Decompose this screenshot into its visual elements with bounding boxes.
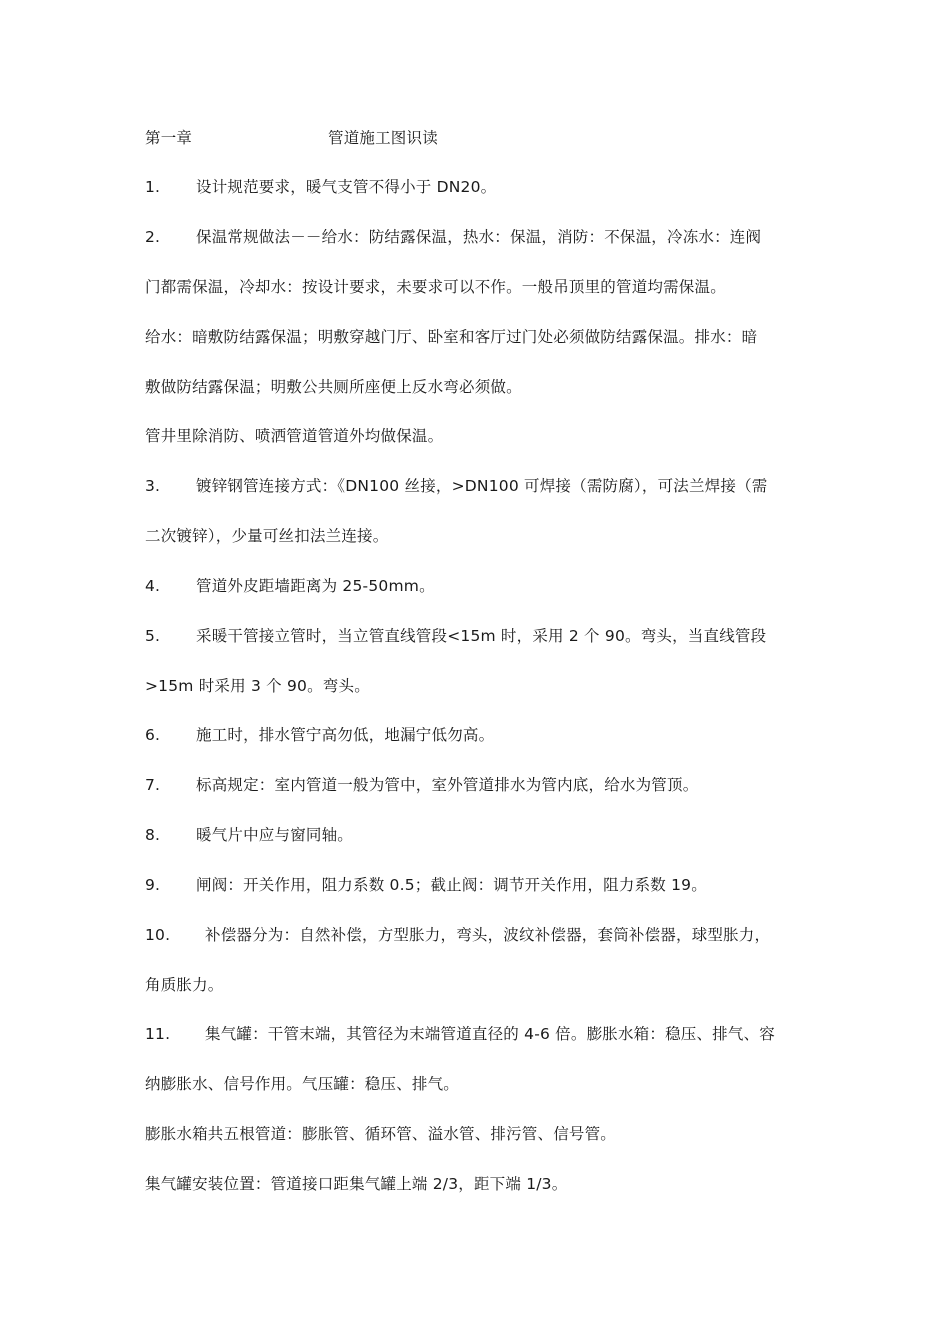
continuation-line bbox=[145, 1174, 567, 1194]
item-number: 10. bbox=[145, 926, 171, 944]
item-text: 镀锌钢管连接方式：《DN100 丝接，>DN100 可焊接（需防腐），可法兰焊接（需 bbox=[196, 477, 768, 495]
line-text: 门都需保温，冷却水：按设计要求，未要求可以不作。一般吊顶里的管道均需保温。 bbox=[145, 278, 726, 296]
line-text: 管井里除消防、喷洒管道管道外均做保温。 bbox=[145, 427, 444, 445]
item-number: 11. bbox=[145, 1025, 171, 1043]
line-text: 二次镀锌），少量可丝扣法兰连接。 bbox=[145, 527, 389, 545]
item-text: 设计规范要求，暖气支管不得小于 DN20。 bbox=[196, 178, 497, 196]
chapter-title: 管道施工图识读 bbox=[328, 129, 438, 147]
continuation-line bbox=[145, 1074, 459, 1094]
continuation-line bbox=[145, 426, 443, 446]
item-number: 3. bbox=[145, 477, 161, 495]
continuation-line bbox=[145, 1124, 616, 1144]
item-text: 补偿器分为：自然补偿，方型胀力，弯头，波纹补偿器，套筒补偿器，球型胀力， bbox=[205, 926, 771, 944]
line-text: 角质胀力。 bbox=[145, 976, 224, 994]
list-item bbox=[145, 626, 766, 646]
line-text: 纳膨胀水、信号作用。气压罐：稳压、排气。 bbox=[145, 1075, 460, 1093]
item-text: 闸阀：开关作用，阻力系数 0.5；截止阀：调节开关作用，阻力系数 19。 bbox=[196, 876, 707, 894]
item-number: 2. bbox=[145, 228, 161, 246]
item-number: 7. bbox=[145, 776, 161, 794]
item-number: 1. bbox=[145, 178, 161, 196]
continuation-line bbox=[145, 327, 757, 347]
list-item bbox=[145, 825, 353, 845]
continuation-line bbox=[145, 676, 370, 696]
item-text: 施工时，排水管宁高勿低，地漏宁低勿高。 bbox=[196, 726, 495, 744]
item-text: 集气罐：干管末端，其管径为末端管道直径的 4-6 倍。膨胀水箱：稳压、排气、容 bbox=[205, 1025, 775, 1043]
item-text: 暖气片中应与窗同轴。 bbox=[196, 826, 354, 844]
item-number: 8. bbox=[145, 826, 161, 844]
list-item bbox=[145, 576, 435, 596]
item-number: 6. bbox=[145, 726, 161, 744]
line-text: 集气罐安装位置：管道接口距集气罐上端 2/3，距下端 1/3。 bbox=[145, 1175, 568, 1193]
item-text: 采暖干管接立管时，当立管直线管段<15m 时，采用 2 个 90。弯头，当直线管段 bbox=[196, 627, 767, 645]
continuation-line bbox=[145, 975, 224, 995]
line-text: 敷做防结露保温；明敷公共厕所座便上反水弯必须做。 bbox=[145, 378, 522, 396]
continuation-line bbox=[145, 526, 388, 546]
item-text: 标高规定：室内管道一般为管中，室外管道排水为管内底，给水为管顶。 bbox=[196, 776, 699, 794]
continuation-line bbox=[145, 377, 522, 397]
chapter-heading bbox=[145, 128, 438, 148]
continuation-line bbox=[145, 277, 726, 297]
item-text: 管道外皮距墙距离为 25-50mm。 bbox=[196, 577, 435, 595]
list-item bbox=[145, 775, 698, 795]
line-text: 给水：暗敷防结露保温；明敷穿越门厅、卧室和客厅过门处必须做防结露保温。排水：暗 bbox=[145, 328, 758, 346]
list-item bbox=[145, 177, 496, 197]
list-item bbox=[145, 227, 761, 247]
list-item bbox=[145, 725, 494, 745]
item-number: 9. bbox=[145, 876, 161, 894]
list-item bbox=[145, 875, 707, 895]
line-text: 膨胀水箱共五根管道：膨胀管、循环管、溢水管、排污管、信号管。 bbox=[145, 1125, 617, 1143]
line-text: >15m 时采用 3 个 90。弯头。 bbox=[145, 677, 370, 695]
item-number: 5. bbox=[145, 627, 161, 645]
list-item bbox=[145, 925, 770, 945]
item-number: 4. bbox=[145, 577, 161, 595]
list-item bbox=[145, 476, 767, 496]
item-text: 保温常规做法－－给水：防结露保温，热水：保温，消防：不保温，冷冻水：连阀 bbox=[196, 228, 762, 246]
chapter-label: 第一章 bbox=[145, 129, 193, 147]
list-item bbox=[145, 1024, 775, 1044]
